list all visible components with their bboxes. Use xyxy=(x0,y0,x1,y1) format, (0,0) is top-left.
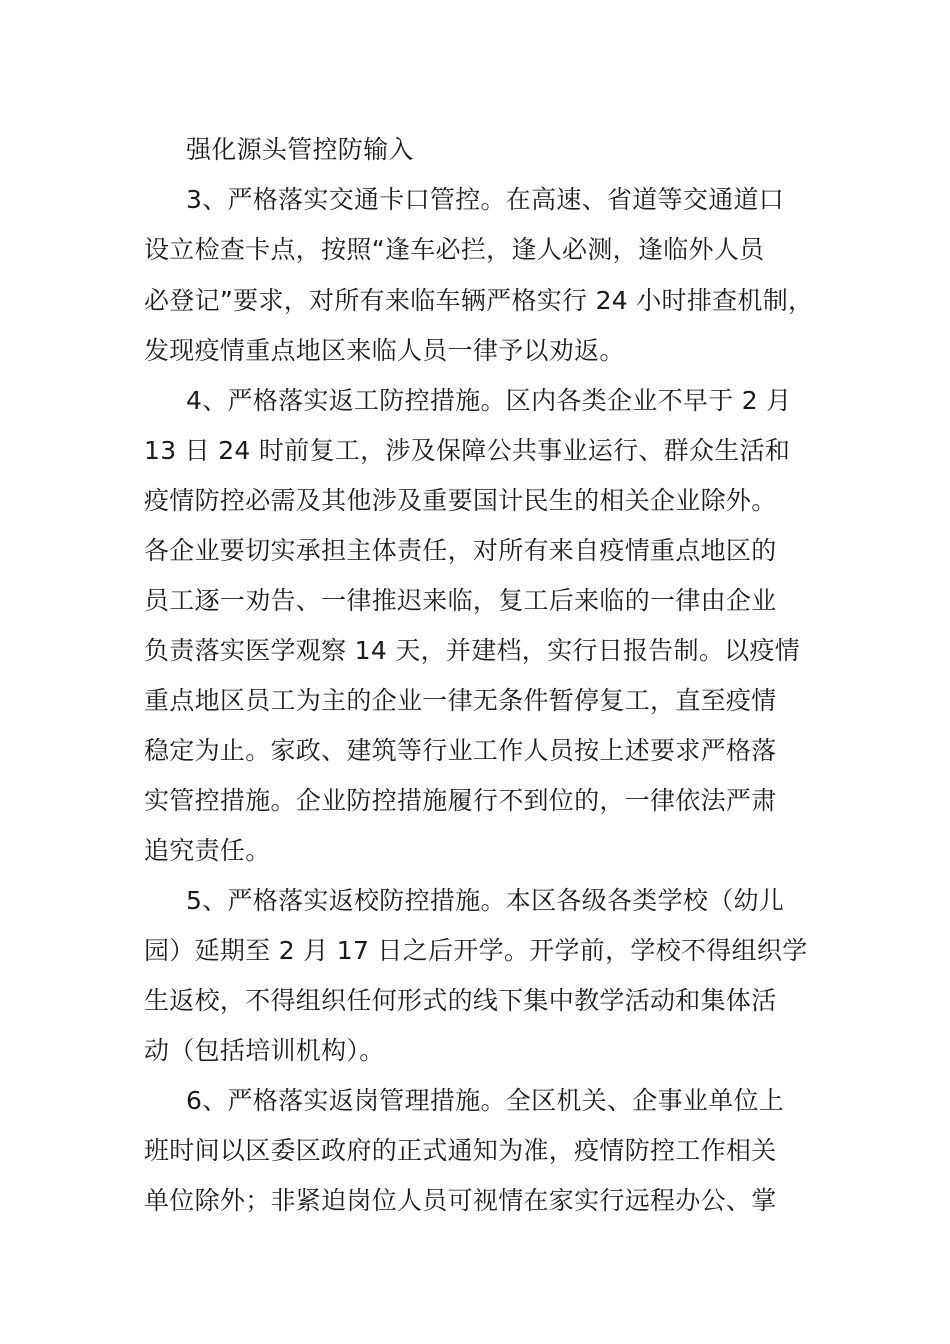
paragraph-line: 13 日 24 时前复工，涉及保障公共事业运行、群众生活和 xyxy=(144,436,791,465)
paragraph-line: 动（包括培训机构）。 xyxy=(144,1036,385,1065)
paragraph-line: 6、严格落实返岗管理措施。全区机关、企事业单位上 xyxy=(186,1086,785,1115)
paragraph-line: 设立检查卡点，按照“逢车必拦，逢人必测，逢临外人员 xyxy=(144,235,765,264)
paragraph-line: 生返校，不得组织任何形式的线下集中教学活动和集体活 xyxy=(144,986,777,1015)
paragraph-line: 发现疫情重点地区来临人员一律予以劝返。 xyxy=(144,336,625,365)
paragraph-line: 3、严格落实交通卡口管控。在高速、省道等交通道口 xyxy=(186,185,785,214)
paragraph-line: 追究责任。 xyxy=(144,836,271,865)
paragraph-line: 各企业要切实承担主体责任，对所有来自疫情重点地区的 xyxy=(144,536,777,565)
paragraph-line: 负责落实医学观察 14 天，并建档，实行日报告制。以疫情 xyxy=(144,636,801,665)
paragraph-line: 5、严格落实返校防控措施。本区各级各类学校（幼儿 xyxy=(186,886,785,915)
paragraph-line: 班时间以区委区政府的正式通知为准，疫情防控工作相关 xyxy=(144,1136,777,1165)
paragraph-line: 疫情防控必需及其他涉及重要国计民生的相关企业除外。 xyxy=(144,486,777,515)
paragraph-line: 必登记”要求，对所有来临车辆严格实行 24 小时排查机制， xyxy=(144,286,814,315)
paragraph-line: 实管控措施。企业防控措施履行不到位的，一律依法严肃 xyxy=(144,786,777,815)
paragraph-line: 4、严格落实返工防控措施。区内各类企业不早于 2 月 xyxy=(186,386,792,415)
paragraph-line: 单位除外；非紧迫岗位人员可视情在家实行远程办公、掌 xyxy=(144,1186,777,1215)
paragraph-line: 员工逐一劝告、一律推迟来临，复工后来临的一律由企业 xyxy=(144,586,777,615)
paragraph-line: 园）延期至 2 月 17 日之后开学。开学前，学校不得组织学 xyxy=(144,936,808,965)
section-heading: 强化源头管控防输入 xyxy=(186,135,414,164)
paragraph-line: 稳定为止。家政、建筑等行业工作人员按上述要求严格落 xyxy=(144,736,777,765)
paragraph-line: 重点地区员工为主的企业一律无条件暂停复工，直至疫情 xyxy=(144,686,777,715)
